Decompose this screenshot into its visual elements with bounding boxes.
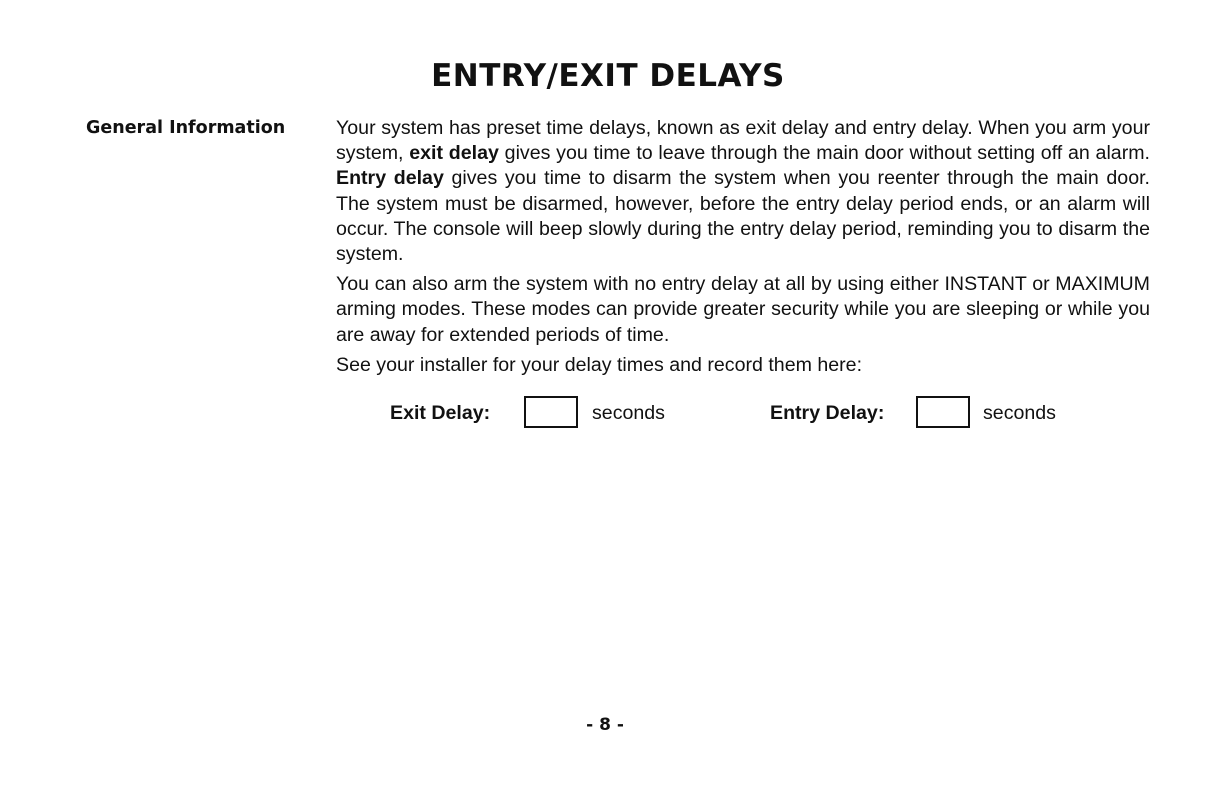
paragraph-text: gives you time to disarm the system when you reenter through the main door. The system must be disarmed, however, before the entry delay period ends, or an alarm will occur. The console will beep slowly during the entry delay period, reminding you to disarm the system.: [336, 167, 1150, 266]
entry-delay-term: Entry delay: [336, 167, 444, 190]
body-text: [336, 116, 1150, 378]
exit-delay-box: [524, 396, 578, 428]
paragraph-delays-intro: [336, 116, 1150, 267]
paragraph-record-instruction: See your installer for your delay times and record them here:: [336, 353, 863, 376]
exit-delay-unit: seconds: [592, 402, 665, 424]
delay-record-row: [0, 396, 1224, 436]
section-heading: General Information: [86, 118, 286, 138]
entry-delay-unit: seconds: [983, 402, 1056, 424]
page-number: - 8 -: [586, 715, 624, 735]
exit-delay-label: Exit Delay:: [390, 402, 491, 424]
paragraph-text: Your system has preset time delays, known as exit delay and entry delay. When you arm your system,: [336, 117, 1150, 165]
entry-delay-label: Entry Delay:: [770, 402, 885, 424]
entry-delay-box: [916, 396, 970, 428]
exit-delay-term: exit delay: [409, 142, 499, 165]
paragraph-text: gives you time to leave through the main door without setting off an alarm.: [498, 142, 1150, 165]
paragraph-instant-maximum: You can also arm the system with no entry delay at all by using either INSTANT or MAXIMUM arming modes. These modes can provide greater security while you are sleeping or while you are away for extended periods of time.: [336, 273, 1150, 346]
page-title: ENTRY/EXIT DELAYS: [431, 58, 785, 94]
